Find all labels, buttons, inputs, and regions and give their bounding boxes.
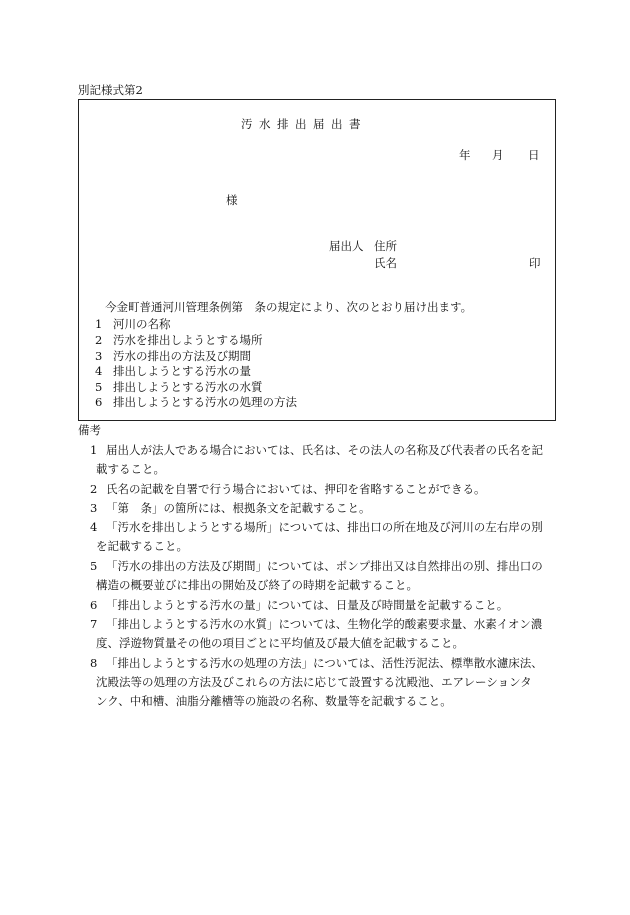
note-text: 「第 条」の箇所には、根拠条文を記載すること。 xyxy=(106,501,371,515)
note-continuation: 沈殿法等の処理の方法及びこれらの方法に応じて設置する沈殿池、エアレーションタ xyxy=(96,675,532,689)
date-day-label: 日 xyxy=(528,148,540,162)
note-number: 7 xyxy=(90,617,98,631)
note-item xyxy=(90,656,543,671)
note-text: 「汚水の排出の方法及び期間」については、ポンプ排出又は自然排出の別、排出口の xyxy=(106,559,543,573)
note-text: 「排出しようとする汚水の処理の方法」については、活性汚泥法、標準散水濾床法、 xyxy=(106,656,543,670)
note-continuation: ンク、中和槽、油脂分離槽等の施設の名称、数量等を記載すること。 xyxy=(96,694,452,708)
note-number: 1 xyxy=(90,443,98,457)
address-label: 住所 xyxy=(374,239,397,253)
note-continuation: 度、浮遊物質量その他の項目ごとに平均値及び最大値を記載すること。 xyxy=(96,636,464,650)
list-item xyxy=(95,317,171,332)
list-item xyxy=(95,364,251,379)
item-text: 河川の名称 xyxy=(113,317,171,331)
statement-text: 今金町普通河川管理条例第 条の規定により、次のとおり届け出ます。 xyxy=(105,300,473,314)
note-number: 4 xyxy=(90,520,98,534)
note-text: 氏名の記載を自署で行う場合においては、押印を省略することができる。 xyxy=(106,482,486,496)
item-text: 排出しようとする汚水の水質 xyxy=(113,380,263,394)
note-continuation: を記載すること。 xyxy=(96,539,188,553)
note-item xyxy=(90,443,543,458)
item-number: 2 xyxy=(95,333,103,347)
item-text: 排出しようとする汚水の量 xyxy=(113,364,251,378)
remarks-title: 備考 xyxy=(78,423,101,437)
note-continuation: 載すること。 xyxy=(96,462,165,476)
list-item xyxy=(95,333,263,348)
note-item xyxy=(90,482,486,497)
note-item xyxy=(90,559,543,574)
note-number: 8 xyxy=(90,656,98,670)
seal-label: 印 xyxy=(529,256,541,270)
date-month-label: 月 xyxy=(492,148,504,162)
form-label: 別記様式第2 xyxy=(78,83,143,97)
note-number: 5 xyxy=(90,559,98,573)
note-continuation: 構造の概要並びに排出の開始及び終了の時期を記載すること。 xyxy=(96,578,418,592)
note-item xyxy=(90,520,543,535)
name-label: 氏名 xyxy=(374,256,397,270)
notifier-label: 届出人 xyxy=(329,239,364,253)
note-text: 「排出しようとする汚水の量」については、日量及び時間量を記載すること。 xyxy=(106,598,509,612)
note-item xyxy=(90,501,371,516)
note-number: 6 xyxy=(90,598,98,612)
item-number: 1 xyxy=(95,317,103,331)
addressee-suffix: 様 xyxy=(226,193,238,207)
list-item xyxy=(95,395,297,410)
note-number: 2 xyxy=(90,482,98,496)
item-number: 3 xyxy=(95,349,103,363)
form-title: 汚水排出届出書 xyxy=(241,117,367,131)
list-item xyxy=(95,349,251,364)
item-number: 6 xyxy=(95,395,103,409)
list-item xyxy=(95,380,263,395)
date-year-label: 年 xyxy=(459,148,471,162)
item-text: 汚水の排出の方法及び期間 xyxy=(113,349,251,363)
note-number: 3 xyxy=(90,501,98,515)
item-text: 汚水を排出しようとする場所 xyxy=(113,333,263,347)
note-text: 届出人が法人である場合においては、氏名は、その法人の名称及び代表者の氏名を記 xyxy=(106,443,543,457)
note-text: 「汚水を排出しようとする場所」については、排出口の所在地及び河川の左右岸の別 xyxy=(106,520,543,534)
item-text: 排出しようとする汚水の処理の方法 xyxy=(113,395,297,409)
note-item xyxy=(90,617,542,632)
note-text: 「排出しようとする汚水の水質」については、生物化学的酸素要求量、水素イオン濃 xyxy=(106,617,543,631)
item-number: 5 xyxy=(95,380,103,394)
note-item xyxy=(90,598,508,613)
item-number: 4 xyxy=(95,364,103,378)
